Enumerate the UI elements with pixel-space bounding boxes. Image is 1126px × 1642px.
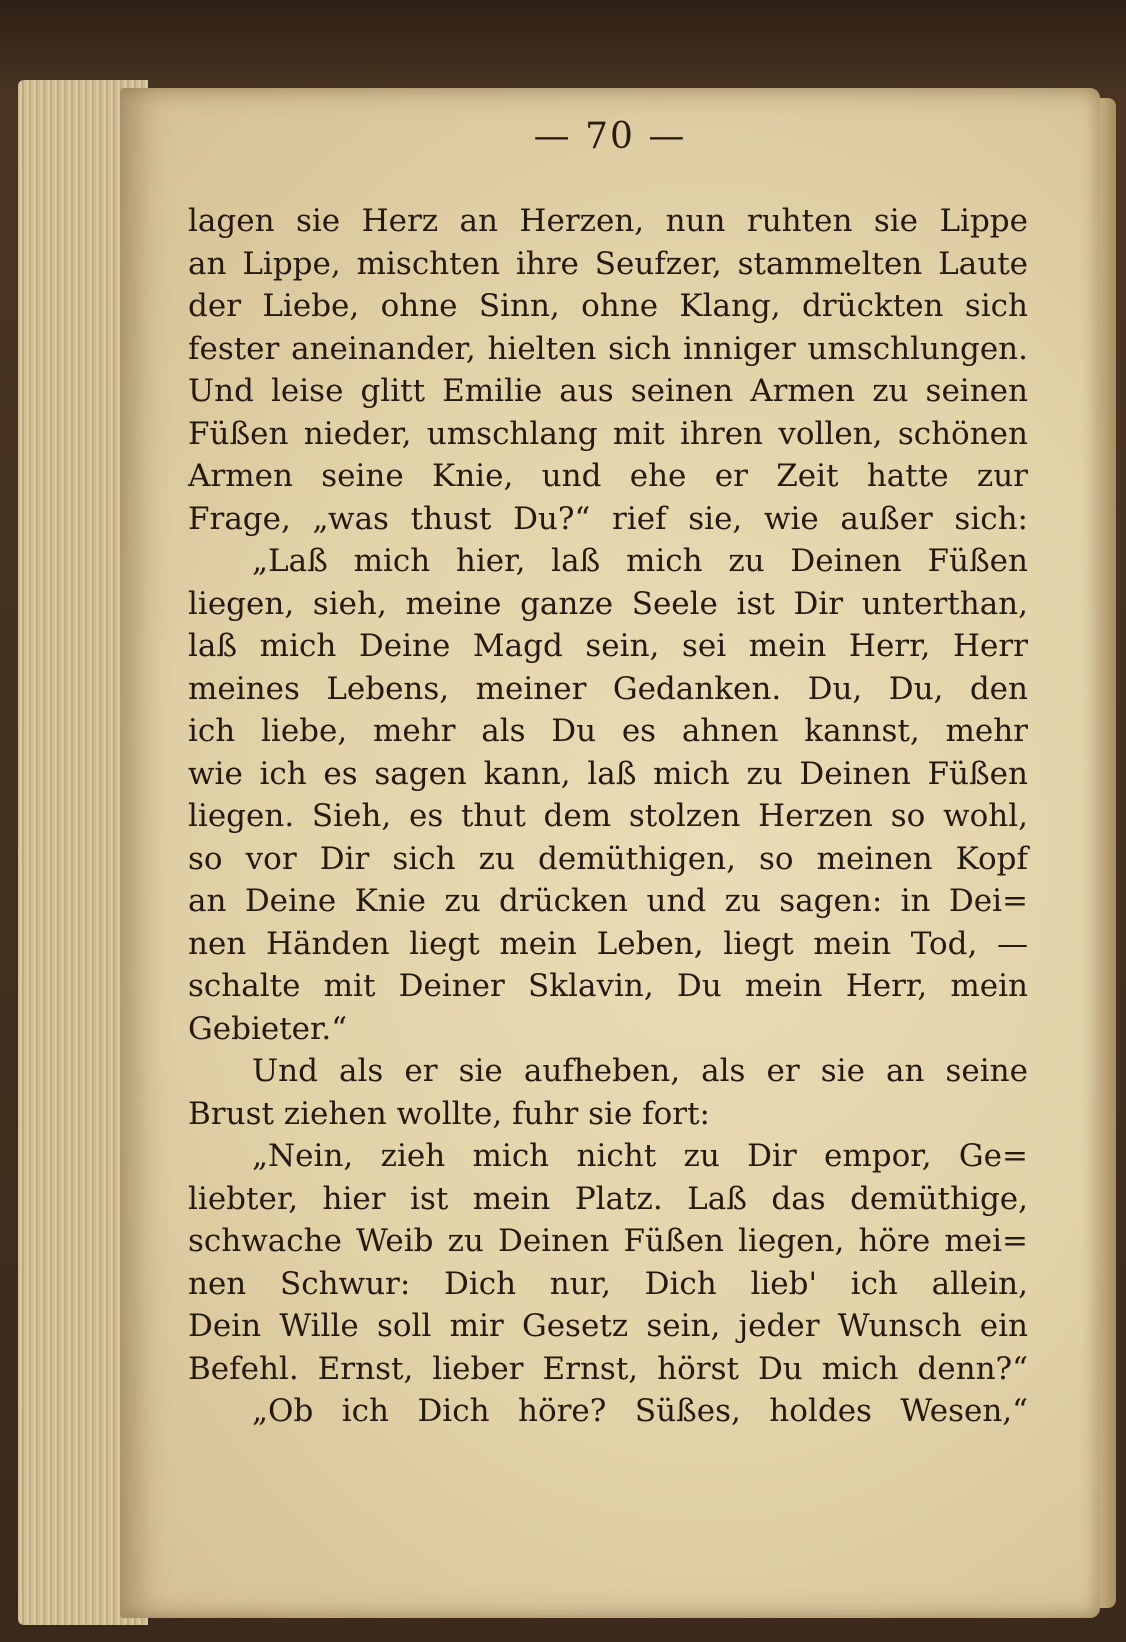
text-line: Und leise glitt Emilie aus seinen Armen zu seinen: [188, 373, 1028, 409]
text-line: Füßen nieder, umschlang mit ihren vollen, schönen: [188, 415, 1028, 452]
page-number: — 70 —: [533, 116, 687, 157]
text-line: fester aneinander, hielten sich inniger umschlungen.: [188, 330, 1028, 367]
text-line: „Nein, zieh mich nicht zu Dir empor, Ge=: [252, 1138, 1028, 1174]
text-line: Brust ziehen wollte, fuhr sie fort:: [188, 1095, 711, 1132]
text-line: nen Händen liegt mein Leben, liegt mein Tod, —: [188, 925, 1028, 962]
text-line: laß mich Deine Magd sein, sei mein Herr, Herr: [188, 628, 1028, 664]
text-line: an Lippe, mischten ihre Seufzer, stammelten Laute: [188, 245, 1028, 282]
text-line: wie ich es sagen kann, laß mich zu Deinen Füßen: [188, 755, 1028, 792]
text-line: Gebieter.“: [188, 1010, 348, 1047]
text-line: der Liebe, ohne Sinn, ohne Klang, drückten sich: [188, 288, 1028, 324]
text-line: Dein Wille soll mir Gesetz sein, jeder Wunsch ein: [188, 1308, 1028, 1344]
text-line: schalte mit Deiner Sklavin, Du mein Herr, mein: [188, 968, 1028, 1004]
text-line: Und als er sie aufheben, als er sie an seine: [252, 1053, 1028, 1089]
text-line: „Laß mich hier, laß mich zu Deinen Füßen: [252, 543, 1028, 579]
text-line: liegen, sieh, meine ganze Seele ist Dir unterthan,: [188, 585, 1028, 622]
text-line: an Deine Knie zu drücken und zu sagen: in Dei=: [188, 883, 1028, 919]
text-line: nen Schwur: Dich nur, Dich lieb' ich allein,: [188, 1265, 1028, 1302]
text-line: „Ob ich Dich höre? Süßes, holdes Wesen,“: [252, 1393, 1028, 1429]
body-text: [188, 200, 1028, 1433]
text-line: liebter, hier ist mein Platz. Laß das demüthige,: [188, 1180, 1028, 1217]
text-line: Armen seine Knie, und ehe er Zeit hatte zur: [188, 458, 1028, 494]
text-line: so vor Dir sich zu demüthigen, so meinen Kopf: [188, 840, 1028, 877]
text-line: Frage, „was thust Du?“ rief sie, wie außer sich:: [188, 500, 1028, 537]
text-line: ich liebe, mehr als Du es ahnen kannst, mehr: [188, 713, 1028, 749]
text-line: schwache Weib zu Deinen Füßen liegen, höre mei=: [188, 1223, 1028, 1259]
text-line: meines Lebens, meiner Gedanken. Du, Du, den: [188, 670, 1028, 707]
text-line: liegen. Sieh, es thut dem stolzen Herzen so wohl,: [188, 798, 1028, 834]
text-line: Befehl. Ernst, lieber Ernst, hörst Du mich denn?“: [188, 1350, 1028, 1387]
text-line: lagen sie Herz an Herzen, nun ruhten sie Lippe: [188, 203, 1028, 239]
